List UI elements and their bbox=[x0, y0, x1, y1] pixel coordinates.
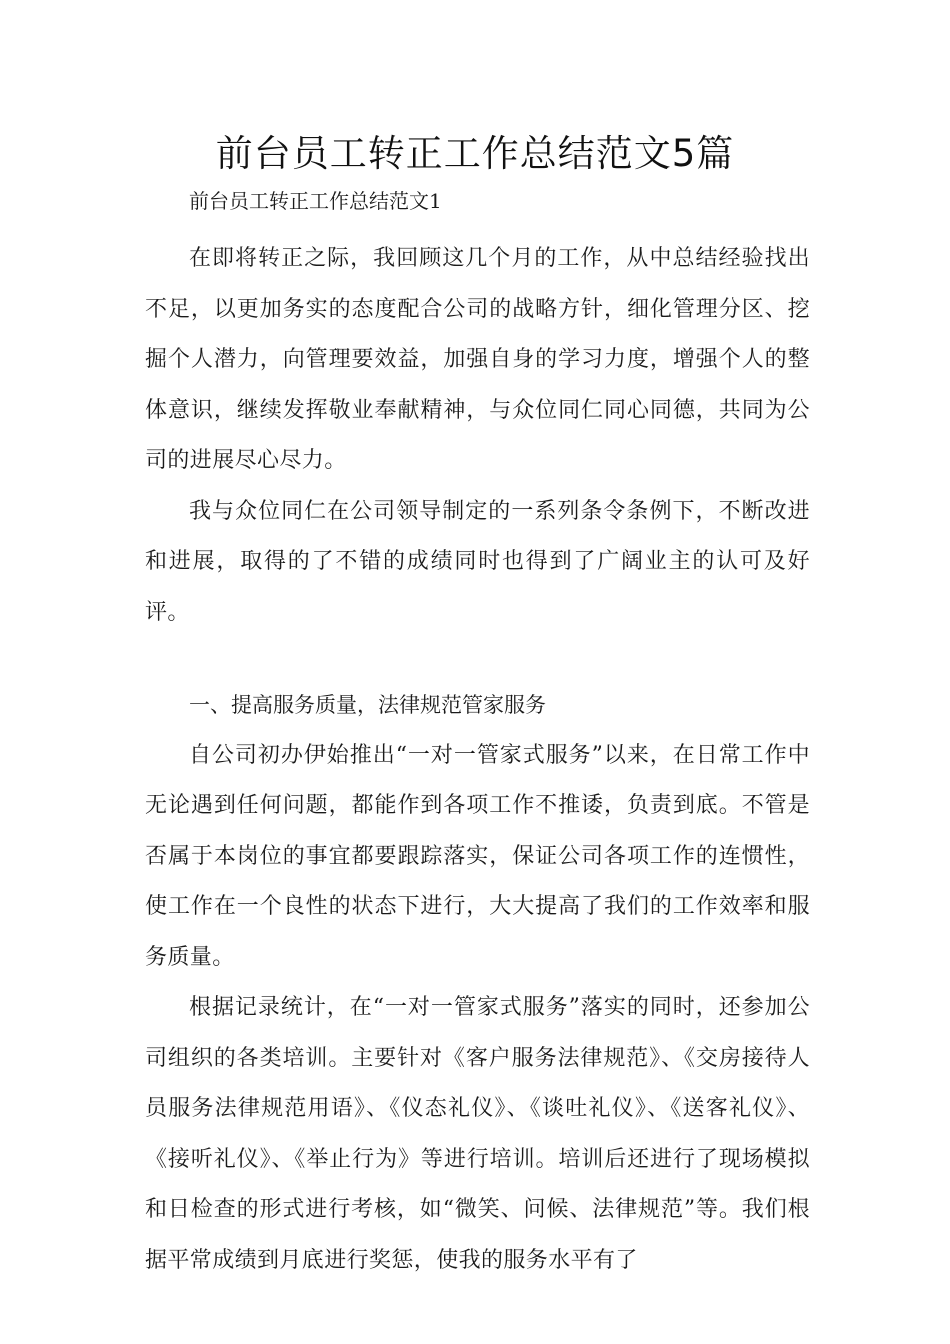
document-subtitle: 前台员工转正工作总结范文1 bbox=[189, 189, 442, 213]
document-body bbox=[145, 184, 810, 1286]
paragraph-training: 根据记录统计，在“一对一管家式服务”落实的同时，还参加公司组织的各类培训。主要针对《客户服务法律规范》、《交房接待人员服务法律规范用语》、《仪态礼仪》、《谈吐礼仪》、《送客礼仪》、《接听礼仪》、《举止行为》等进行培训。培训后还进行了现场模拟和日检查的形式进行考核，如“微笑、问候、法律规范”等。我们根据平常成绩到月底进行奖惩，使我的服务水平有了 bbox=[145, 995, 810, 1273]
section-heading: 一、提高服务质量，法律规范管家服务 bbox=[189, 693, 546, 717]
paragraph-service: 自公司初办伊始推出“一对一管家式服务”以来，在日常工作中无论遇到任何问题，都能作到各项工作不推诿，负责到底。不管是否属于本岗位的事宜都要跟踪落实，保证公司各项工作的连惯性，使工作在一个良性的状态下进行，大大提高了我们的工作效率和服务质量。 bbox=[145, 742, 810, 970]
paragraph-achievements: 我与众位同仁在公司领导制定的一系列条令条例下，不断改进和进展，取得的了不错的成绩同时也得到了广阔业主的认可及好评。 bbox=[145, 498, 810, 625]
paragraph-intro: 在即将转正之际，我回顾这几个月的工作，从中总结经验找出不足，以更加务实的态度配合公司的战略方针，细化管理分区、挖掘个人潜力，向管理要效益，加强自身的学习力度，增强个人的整体意识，继续发挥敬业奉献精神，与众位同仁同心同德，共同为公司的进展尽心尽力。 bbox=[145, 246, 810, 473]
document-title: 前台员工转正工作总结范文5篇 bbox=[215, 132, 735, 175]
